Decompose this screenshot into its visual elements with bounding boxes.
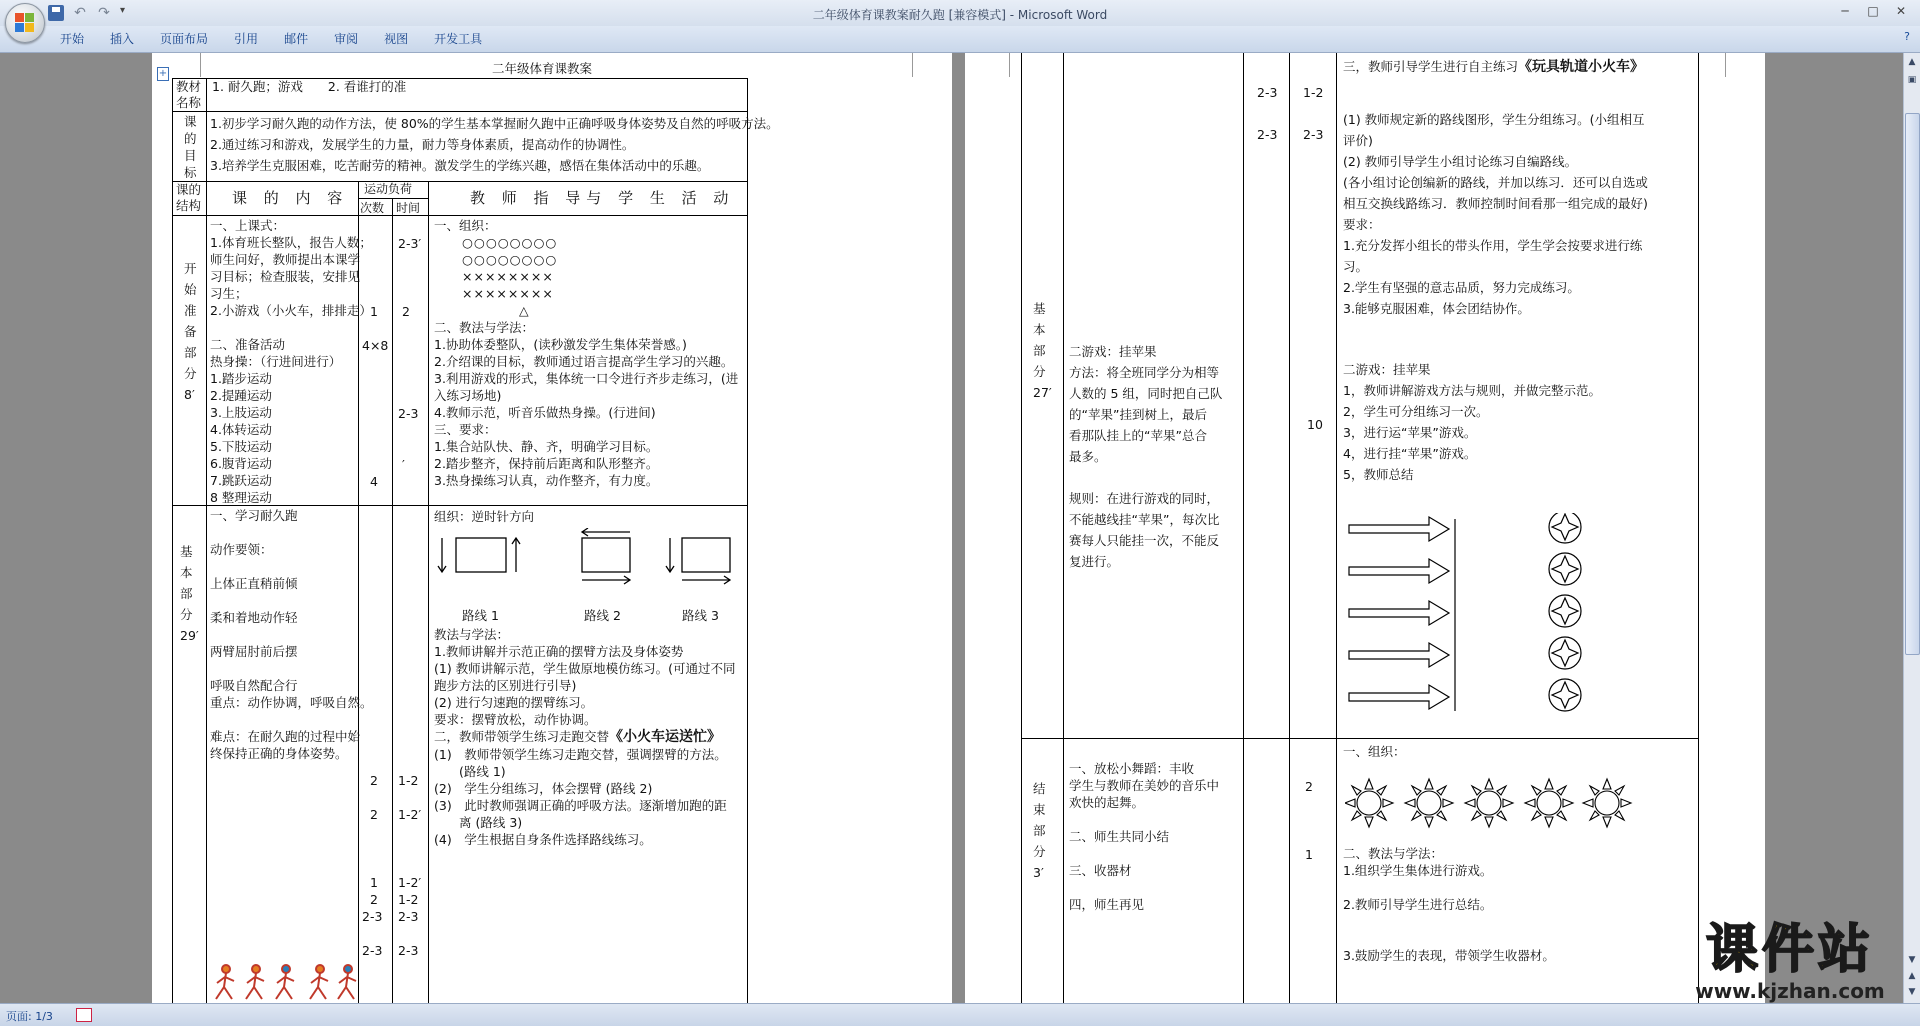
content-line bbox=[210, 319, 372, 336]
guide-line: 4.教师示范，听音乐做热身操。(行进间) bbox=[434, 405, 656, 420]
content-line bbox=[1069, 811, 1219, 828]
section1-label-char: 备 bbox=[184, 324, 197, 339]
crop-mark bbox=[176, 53, 201, 77]
count-value: 2 bbox=[370, 892, 378, 907]
section2-label-char: 基 bbox=[180, 544, 193, 559]
previous-page-icon[interactable]: ▲ bbox=[1908, 971, 1916, 981]
content-line: 5.下肢运动 bbox=[210, 439, 272, 454]
content-line: 3.上肢运动 bbox=[210, 405, 272, 420]
content-line bbox=[1069, 467, 1222, 488]
formation-row: ×××××××× bbox=[462, 269, 554, 284]
guide-text: 三，教师引导学生进行自主练习 bbox=[1343, 59, 1519, 74]
guide1 bbox=[1343, 109, 1648, 319]
structure-header-line: 结构 bbox=[176, 198, 202, 213]
guide-line: 评价) bbox=[1343, 133, 1373, 148]
tab-developer[interactable]: 开发工具 bbox=[434, 32, 483, 46]
count-value: 2-3 bbox=[1257, 127, 1278, 142]
time-header: 时间 bbox=[396, 201, 421, 215]
guide-line: 4，进行挂“苹果”游戏。 bbox=[1343, 446, 1477, 461]
goals-label-line: 课 bbox=[184, 114, 197, 129]
close-button[interactable]: ✕ bbox=[1895, 4, 1907, 18]
table-rule bbox=[206, 78, 207, 1003]
end-content bbox=[1069, 760, 1219, 913]
content-line: 最多。 bbox=[1069, 449, 1107, 464]
guide-line: 1.协助体委整队，(读秒激发学生集体荣誉感。) bbox=[434, 337, 687, 352]
guide-line bbox=[434, 728, 736, 746]
guide-line: 3.鼓励学生的表现，带领学生收器材。 bbox=[1343, 948, 1555, 963]
guide-line: (2) 教师引导学生小组讨论练习自编路线。 bbox=[1343, 154, 1578, 169]
guide2 bbox=[1343, 359, 1601, 485]
guide-line: (1) 教师规定新的路线图形，学生分组练习。(小组相互 bbox=[1343, 112, 1645, 127]
section1-label-char: 8′ bbox=[184, 387, 195, 402]
time-value: 2-3 bbox=[398, 943, 419, 958]
customize-qat-button[interactable]: ▾ bbox=[120, 5, 126, 16]
content-line: 一、学习耐久跑 bbox=[210, 508, 298, 523]
basic-label-char: 27′ bbox=[1033, 385, 1052, 400]
window-title: 二年级体育课教案耐久跑 [兼容模式] - Microsoft Word bbox=[812, 8, 1108, 22]
time-value: 1-2′ bbox=[398, 807, 422, 822]
guide-line: 2.教师引导学生进行总结。 bbox=[1343, 897, 1493, 912]
table-border-right bbox=[747, 78, 748, 1003]
time-value: 1-2′ bbox=[398, 875, 422, 890]
guide-line: 三、要求： bbox=[434, 422, 497, 437]
table-rule bbox=[1243, 53, 1244, 1003]
guide-line bbox=[1343, 57, 1644, 78]
content-line: 人数的 5 组，同时把自己队 bbox=[1069, 386, 1223, 401]
runner-figures-icon bbox=[212, 961, 362, 1003]
content-line: 重点：动作协调，呼吸自然。 bbox=[210, 695, 373, 710]
time-value: ′ bbox=[402, 457, 405, 472]
count-value: 1 bbox=[1305, 847, 1313, 862]
game-content bbox=[1069, 341, 1222, 572]
guide-line: 2.介绍课的目标，教师通过语言提高学生学习的兴趣。 bbox=[434, 354, 734, 369]
content-line bbox=[210, 524, 373, 541]
material-label-line: 教材 bbox=[176, 79, 202, 94]
content-line: 学生与教师在美妙的音乐中 bbox=[1069, 778, 1220, 793]
watermark-url: www.kjzhan.com bbox=[1695, 979, 1885, 1003]
time-value: 1-2 bbox=[1303, 85, 1324, 100]
section1-guide bbox=[434, 217, 738, 489]
count-value: 2-3 bbox=[1257, 85, 1278, 100]
content-line bbox=[210, 711, 373, 728]
content-line bbox=[1069, 879, 1219, 896]
table-rule bbox=[392, 198, 393, 1003]
content-line bbox=[210, 592, 373, 609]
scroll-up-icon[interactable]: ▲ bbox=[1908, 57, 1916, 67]
content-line: 规则：在进行游戏的同时， bbox=[1069, 491, 1220, 506]
goal-line: 3.培养学生克服困难，吃苦耐劳的精神。激发学生的学练兴趣，感悟在集体活动中的乐趣。 bbox=[210, 158, 710, 173]
guide-line: 二游戏：挂苹果 bbox=[1343, 362, 1431, 377]
table-border-left bbox=[172, 78, 173, 1003]
content-line: 2.提踵运动 bbox=[210, 388, 272, 403]
table-rule bbox=[1336, 53, 1337, 1003]
guide-line: 要求： bbox=[1343, 217, 1381, 232]
guide-line: 跑步方法的区别进行引导) bbox=[434, 678, 577, 693]
content-line: 柔和着地动作轻 bbox=[210, 610, 298, 625]
count-value: 1 bbox=[370, 875, 378, 890]
game-title: 《小火车运送忙》 bbox=[609, 729, 722, 745]
goal-line: 1.初步学习耐久跑的动作方法，使 80%的学生基本掌握耐久跑中正确呼吸身体姿势及自然的呼吸方法。 bbox=[210, 116, 779, 131]
guide-line: 2.学生有坚强的意志品质，努力完成练习。 bbox=[1343, 280, 1580, 295]
ribbon bbox=[0, 26, 1920, 53]
document-page-1[interactable] bbox=[152, 53, 952, 1003]
tab-references[interactable]: 引用 bbox=[234, 32, 259, 46]
section1-label-char: 部 bbox=[184, 345, 197, 360]
goals-label-line: 标 bbox=[184, 165, 197, 180]
crop-mark bbox=[985, 53, 1010, 77]
section2-guide bbox=[434, 626, 736, 848]
document-area[interactable] bbox=[0, 53, 1904, 1003]
table-rule bbox=[1289, 53, 1290, 1003]
content-line: 1.体育班长整队，报告人数； bbox=[210, 235, 372, 250]
section1-content bbox=[210, 217, 372, 506]
goal-line: 2.通过练习和游戏，发展学生的力量，耐力等身体素质，提高动作的协调性。 bbox=[210, 137, 635, 152]
goals-label bbox=[184, 113, 197, 181]
title-bar bbox=[0, 0, 1920, 26]
content-line: 热身操：（行进间进行） bbox=[210, 354, 342, 369]
content-line: 呼吸自然配合行 bbox=[210, 678, 298, 693]
content-line: 复进行。 bbox=[1069, 554, 1120, 569]
ruler-toggle-icon[interactable]: ▣ bbox=[1907, 75, 1917, 85]
tab-view[interactable]: 视图 bbox=[384, 32, 409, 46]
content-line: 上体正直稍前倾 bbox=[210, 576, 298, 591]
content-line: 看那队挂上的“苹果”总合 bbox=[1069, 428, 1207, 443]
guide-line: (路线 1) bbox=[434, 764, 506, 779]
guide-line: (2) 学生分组练习，体会摆臂 (路线 2) bbox=[434, 781, 653, 796]
guide-line: 离 (路线 3) bbox=[434, 815, 523, 830]
route-label: 路线 2 bbox=[584, 608, 621, 623]
basic-label bbox=[1033, 298, 1052, 403]
guide-line: 入练习场地) bbox=[434, 388, 502, 403]
guide-line: 1.教师讲解并示范正确的摆臂方法及身体姿势 bbox=[434, 644, 684, 659]
time-value: 2-3′ bbox=[398, 236, 422, 251]
goals-text bbox=[210, 113, 779, 176]
content-line: 的“苹果”挂到树上，最后 bbox=[1069, 407, 1207, 422]
ribbon-tabs bbox=[60, 30, 495, 48]
structure-header-line: 课的 bbox=[176, 182, 202, 197]
table-rule bbox=[428, 181, 429, 1003]
structure-header bbox=[176, 182, 201, 214]
guide-line bbox=[1343, 879, 1555, 896]
table-move-handle-icon[interactable]: + bbox=[158, 68, 168, 79]
count-value: 2 bbox=[370, 807, 378, 822]
content-line: 欢快的起舞。 bbox=[1069, 795, 1145, 810]
section2-label-char: 部 bbox=[180, 586, 193, 601]
content-line bbox=[210, 660, 373, 677]
content-line: 2.小游戏（小火车，排排走） bbox=[210, 303, 372, 318]
section1-label-char: 分 bbox=[184, 366, 197, 381]
guide-header: 教 师 指 导与 学 生 活 动 bbox=[470, 189, 735, 207]
table-rule bbox=[1021, 53, 1022, 1003]
watermark-logo: 课件站 bbox=[1705, 920, 1874, 980]
guide-line: 1.集合站队快、静、齐，明确学习目标。 bbox=[434, 439, 659, 454]
sun-formation-icon bbox=[1345, 775, 1645, 831]
content-line: 不能越线挂“苹果”，每次比 bbox=[1069, 512, 1220, 527]
section1-label bbox=[184, 258, 197, 405]
formation-row: ○○○○○○○○ bbox=[462, 252, 558, 267]
content-line: 师生问好，教师提出本课学 bbox=[210, 252, 361, 267]
formation-row: ○○○○○○○○ bbox=[462, 235, 558, 250]
guide-line: (1) 教师讲解示范，学生做原地模仿练习。(可通过不同 bbox=[434, 661, 736, 676]
document-page-2[interactable] bbox=[965, 53, 1765, 1003]
window-controls bbox=[1832, 2, 1914, 20]
end-label-char: 束 bbox=[1033, 802, 1046, 817]
crop-mark bbox=[912, 53, 937, 77]
help-button[interactable]: ? bbox=[1904, 30, 1910, 43]
guide-line: (各小组讨论创编新的路线，并加以练习．还可以自选或 bbox=[1343, 175, 1648, 190]
guide-line: 习。 bbox=[1343, 259, 1369, 274]
guide-line: (1) 教师带领学生练习走跑交替，强调摆臂的方法。 bbox=[434, 747, 727, 762]
section2-content bbox=[210, 507, 373, 762]
count-value: 2-3 bbox=[362, 909, 383, 924]
guide-line: 要求：摆臂放松，动作协调。 bbox=[434, 712, 597, 727]
content-line: 一、放松小舞蹈：丰收 bbox=[1069, 761, 1195, 776]
content-line: 习目标；检查服装，安排见 bbox=[210, 269, 361, 284]
office-button[interactable] bbox=[5, 3, 45, 43]
section1-label-char: 准 bbox=[184, 303, 197, 318]
site-watermark bbox=[1670, 920, 1910, 1002]
material-label bbox=[176, 79, 201, 111]
material-text: 1. 耐久跑；游戏 2. 看谁打的准 bbox=[212, 79, 407, 94]
vertical-scrollbar[interactable] bbox=[1903, 53, 1920, 1003]
scrollbar-thumb[interactable] bbox=[1905, 113, 1920, 655]
section2-label bbox=[180, 541, 199, 646]
content-line: 1.踏步运动 bbox=[210, 371, 272, 386]
undo-icon[interactable]: ↶ bbox=[74, 5, 86, 21]
office-logo-icon bbox=[15, 13, 35, 33]
goals-label-line: 目 bbox=[184, 148, 197, 163]
table-rule bbox=[1698, 53, 1699, 1003]
count-value: 2 bbox=[1305, 779, 1313, 794]
content-line: 二、师生共同小结 bbox=[1069, 829, 1170, 844]
guide-line bbox=[1343, 913, 1555, 930]
end-label-char: 结 bbox=[1033, 781, 1046, 796]
minimize-button[interactable]: ─ bbox=[1841, 4, 1849, 18]
time-value: 2-3 bbox=[1303, 127, 1324, 142]
tab-insert[interactable]: 插入 bbox=[110, 32, 135, 46]
content-line: 习生； bbox=[210, 286, 248, 301]
section1-label-char: 开 bbox=[184, 261, 197, 276]
content-line bbox=[1069, 845, 1219, 862]
content-line: 两臂屈肘前后摆 bbox=[210, 644, 298, 659]
content-line: 三、收器材 bbox=[1069, 863, 1132, 878]
crop-mark bbox=[1725, 53, 1750, 77]
goals-label-line: 的 bbox=[184, 131, 197, 146]
guide-line: 3.能够克服困难，体会团结协作。 bbox=[1343, 301, 1530, 316]
guide-line: 组织：逆时针方向 bbox=[434, 509, 535, 524]
scroll-down-icon[interactable]: ▼ bbox=[1908, 955, 1916, 965]
table-rule bbox=[1021, 738, 1699, 739]
guide-line: 3.利用游戏的形式，集体统一口令进行齐步走练习，(进 bbox=[434, 371, 739, 386]
count-value: 1 bbox=[370, 304, 378, 319]
basic-label-char: 部 bbox=[1033, 343, 1046, 358]
end-label-char: 部 bbox=[1033, 823, 1046, 838]
content-line: 4.体转运动 bbox=[210, 422, 272, 437]
content-line: 终保持正确的身体姿势。 bbox=[210, 746, 348, 761]
content-line: 二游戏：挂苹果 bbox=[1069, 344, 1157, 359]
tab-mailings[interactable]: 邮件 bbox=[284, 32, 309, 46]
next-page-icon[interactable]: ▼ bbox=[1908, 987, 1916, 997]
content-line: 难点：在耐久跑的过程中始 bbox=[210, 729, 361, 744]
content-line bbox=[210, 626, 373, 643]
guide-line: 5，教师总结 bbox=[1343, 467, 1414, 482]
content-line: 动作要领： bbox=[210, 542, 273, 557]
proofing-icon[interactable] bbox=[76, 1008, 92, 1022]
end-label-char: 分 bbox=[1033, 844, 1046, 859]
guide-line: (2) 进行匀速跑的摆臂练习。 bbox=[434, 695, 594, 710]
content-line: 6.腹背运动 bbox=[210, 456, 272, 471]
game-title: 《玩具轨道小火车》 bbox=[1518, 59, 1645, 75]
content-line: 二、准备活动 bbox=[210, 337, 286, 352]
content-line: 方法：将全班同学分为相等 bbox=[1069, 365, 1220, 380]
apple-game-diagram-icon bbox=[1345, 513, 1605, 713]
guide-line bbox=[1343, 930, 1555, 947]
end-label bbox=[1033, 778, 1046, 883]
section2-label-char: 分 bbox=[180, 607, 193, 622]
content-line: 8 整理运动 bbox=[210, 490, 272, 505]
basic-label-char: 分 bbox=[1033, 364, 1046, 379]
time-value: 10 bbox=[1307, 417, 1323, 432]
guide-line: 2.踏步整齐，保持前后距离和队形整齐。 bbox=[434, 456, 659, 471]
route-label: 路线 3 bbox=[682, 608, 719, 623]
guide-line: 二、教法与学法： bbox=[434, 320, 535, 335]
section2-label-char: 本 bbox=[180, 565, 193, 580]
guide-line: 二、教法与学法： bbox=[1343, 846, 1444, 861]
content-line: 7.跳跃运动 bbox=[210, 473, 272, 488]
count-value: 2-3 bbox=[362, 943, 383, 958]
table-rule bbox=[172, 215, 748, 216]
content-line: 赛每人只能挂一次，不能反 bbox=[1069, 533, 1220, 548]
count-value: 2 bbox=[370, 773, 378, 788]
guide-line: 1.充分发挥小组长的带头作用，学生学会按要求进行练 bbox=[1343, 238, 1643, 253]
tab-page-layout[interactable]: 页面布局 bbox=[160, 32, 209, 46]
formation-row: ×××××××× bbox=[462, 286, 554, 301]
content-header: 课 的 内 容 bbox=[232, 189, 349, 207]
route-diagrams-icon bbox=[434, 528, 734, 598]
count-value: 4 bbox=[370, 474, 378, 489]
ribbon-right bbox=[1900, 30, 1914, 44]
guide-line: 一、组织： bbox=[1343, 744, 1406, 759]
time-value: 1-2 bbox=[398, 773, 419, 788]
time-value: 2-3 bbox=[398, 406, 419, 421]
guide-line: 3，进行运“苹果”游戏。 bbox=[1343, 425, 1477, 440]
guide-line: 3.热身操练习认真，动作整齐，有力度。 bbox=[434, 473, 659, 488]
section1-label-char: 始 bbox=[184, 282, 197, 297]
route-label: 路线 1 bbox=[462, 608, 499, 623]
status-bar bbox=[0, 1003, 1920, 1026]
guide-line: 相互交换线路练习．教师控制时间看那一组完成的最好) bbox=[1343, 196, 1648, 211]
time-value: 2 bbox=[402, 304, 410, 319]
table-rule bbox=[172, 111, 748, 112]
guide-line: 教法与学法： bbox=[434, 627, 510, 642]
guide-line: 1，教师讲解游戏方法与规则，并做完整示范。 bbox=[1343, 383, 1601, 398]
count-header: 次数 bbox=[360, 201, 385, 215]
tab-review[interactable]: 审阅 bbox=[334, 32, 359, 46]
guide-line: (4) 学生根据自身条件选择路线练习。 bbox=[434, 832, 652, 847]
end-label-char: 3′ bbox=[1033, 865, 1044, 880]
guide-text: 二，教师带领学生练习走跑交替 bbox=[434, 729, 610, 744]
basic-label-char: 基 bbox=[1033, 301, 1046, 316]
count-value: 4×8 bbox=[362, 338, 389, 353]
time-value: 1-2 bbox=[398, 892, 419, 907]
basic-label-char: 本 bbox=[1033, 322, 1046, 337]
tab-home[interactable]: 开始 bbox=[60, 32, 85, 46]
time-value: 2-3 bbox=[398, 909, 419, 924]
maximize-button[interactable]: □ bbox=[1867, 4, 1879, 18]
guide-line: (3) 此时教师强调正确的呼吸方法。逐渐增加跑的距 bbox=[434, 798, 727, 813]
teacher-marker: △ bbox=[519, 303, 529, 318]
table-rule bbox=[1063, 53, 1064, 1003]
content-line: 一、上课式： bbox=[210, 218, 286, 233]
section2-label-char: 29′ bbox=[180, 628, 199, 643]
content-line: 四，师生再见 bbox=[1069, 897, 1145, 912]
guide-line: 1.组织学生集体进行游戏。 bbox=[1343, 863, 1493, 878]
material-label-line: 名称 bbox=[176, 95, 202, 110]
content-line bbox=[210, 558, 373, 575]
guide-line: 一、组织： bbox=[434, 218, 497, 233]
table-rule bbox=[172, 181, 748, 182]
status-page-number[interactable]: 页面: 1/3 bbox=[6, 1010, 53, 1023]
load-header: 运动负荷 bbox=[364, 182, 413, 196]
guide-line: 2，学生可分组练习一次。 bbox=[1343, 404, 1489, 419]
page1-title: 二年级体育课教案 bbox=[492, 61, 593, 76]
redo-icon[interactable]: ↷ bbox=[98, 5, 110, 21]
